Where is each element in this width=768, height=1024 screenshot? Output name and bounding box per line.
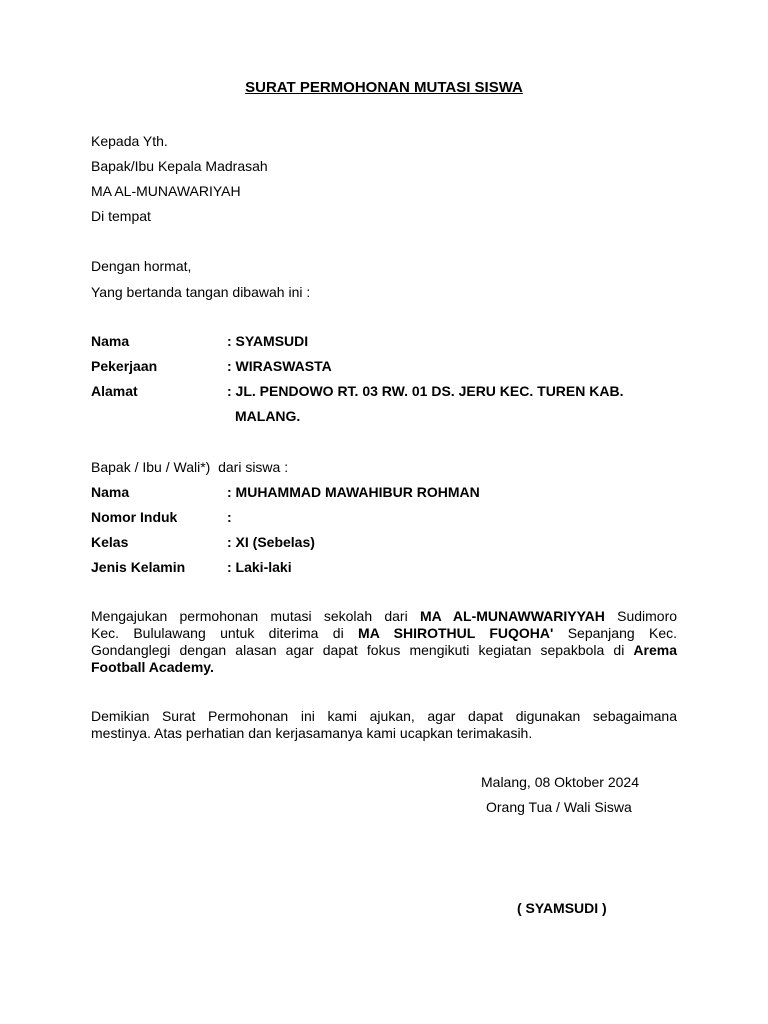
recipient-line-1: Kepada Yth. xyxy=(91,133,168,149)
student-gender-label: Jenis Kelamin xyxy=(91,559,186,575)
student-id-label: Nomor Induk xyxy=(91,509,178,525)
recipient-line-4: Di tempat xyxy=(91,208,151,224)
origin-school: MA AL-MUNAWWARIYYAH xyxy=(419,608,605,624)
greeting: Dengan hormat, xyxy=(91,258,192,274)
request-line-4: Football Academy. xyxy=(91,659,214,675)
closing-paragraph xyxy=(91,708,677,742)
closing-line-2: mestinya. Atas perhatian dan kerjasamanya kami ucapkan terimakasih. xyxy=(91,725,533,741)
request-line-3: Gondanglegi dengan alasan agar dapat fokus mengikuti kegiatan sepakbola di Arema xyxy=(91,642,678,658)
student-intro: Bapak / Ibu / Wali*) dari siswa : xyxy=(91,459,289,475)
request-paragraph xyxy=(91,608,677,676)
applicant-name-label: Nama xyxy=(91,333,130,349)
applicant-address-value-2: MALANG. xyxy=(235,408,301,424)
student-id-value: : xyxy=(227,509,232,525)
academy-name-part-1: Arema xyxy=(633,642,678,658)
signatory-name: ( SYAMSUDI ) xyxy=(517,900,607,916)
student-class-label: Kelas xyxy=(91,534,129,550)
letter-title: SURAT PERMOHONAN MUTASI SISWA xyxy=(245,79,523,96)
signatory-role: Orang Tua / Wali Siswa xyxy=(486,799,632,815)
intro-text: Yang bertanda tangan dibawah ini : xyxy=(91,284,311,300)
applicant-address-value-1: : JL. PENDOWO RT. 03 RW. 01 DS. JERU KEC. TUREN KAB. xyxy=(227,383,624,399)
student-name-value: : MUHAMMAD MAWAHIBUR ROHMAN xyxy=(227,484,480,500)
applicant-name-value: : SYAMSUDI xyxy=(227,333,309,349)
student-class-value: : XI (Sebelas) xyxy=(227,534,315,550)
request-line-2: Kec. Bululawang untuk diterima di MA SHIROTHUL FUQOHA' Sepanjang Kec. xyxy=(91,625,678,641)
applicant-job-value: : WIRASWASTA xyxy=(227,358,332,374)
closing-line-1: Demikian Surat Permohonan ini kami ajukan, agar dapat digunakan sebagaimana xyxy=(91,708,677,724)
destination-school: MA SHIROTHUL FUQOHA' xyxy=(358,625,554,641)
academy-name-part-2: Football Academy xyxy=(91,659,211,675)
applicant-address-label: Alamat xyxy=(91,383,138,399)
recipient-line-2: Bapak/Ibu Kepala Madrasah xyxy=(91,158,268,174)
request-line-1: Mengajukan permohonan mutasi sekolah dari MA AL-MUNAWWARIYYAH Sudimoro xyxy=(91,608,678,624)
applicant-job-label: Pekerjaan xyxy=(91,358,158,374)
student-gender-value: : Laki-laki xyxy=(227,559,292,575)
recipient-line-3: MA AL-MUNAWARIYAH xyxy=(91,183,241,199)
student-name-label: Nama xyxy=(91,484,130,500)
place-date: Malang, 08 Oktober 2024 xyxy=(481,774,639,790)
